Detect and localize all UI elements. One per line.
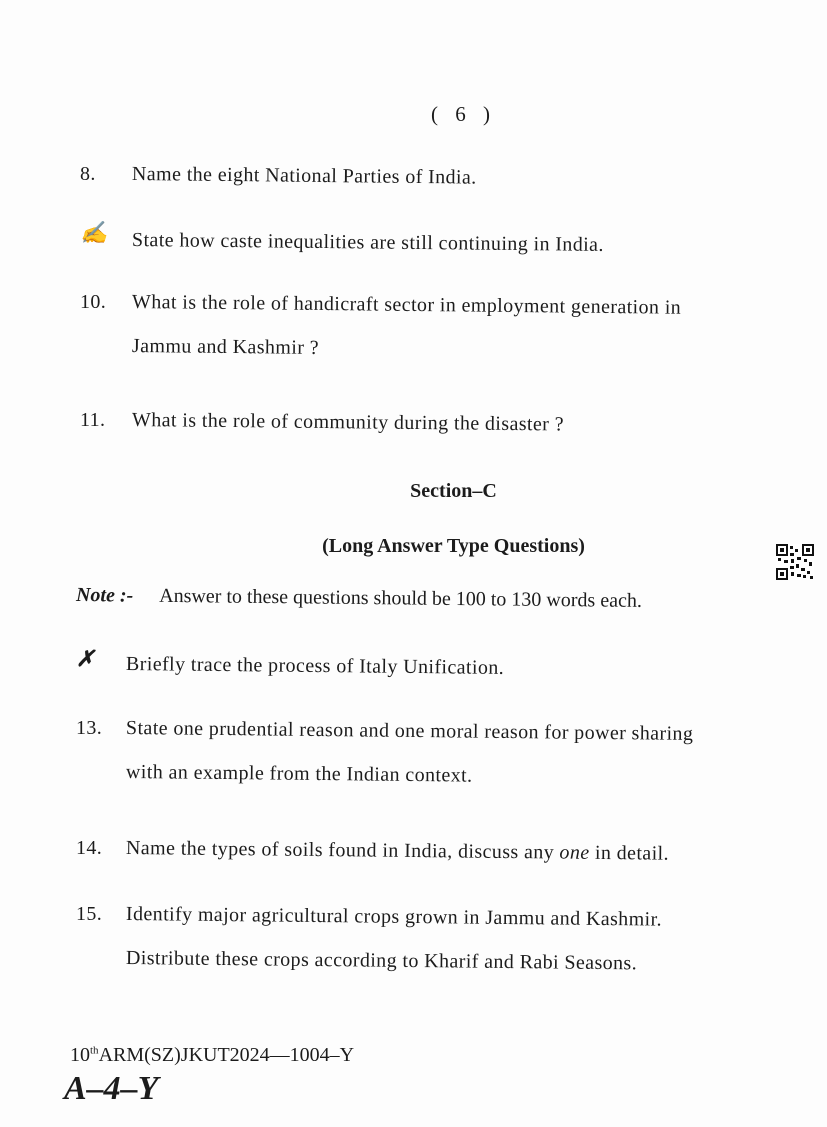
question-number: 10. (80, 291, 107, 313)
question-text-emphasis: one (559, 841, 590, 864)
question-number: 14. (76, 837, 103, 859)
question-10 (80, 290, 810, 358)
question-text-continued: Distribute these crops according to Kharif and Rabi Seasons. (125, 947, 638, 975)
paper-code-superscript: th (90, 1044, 99, 1057)
paper-code (70, 1044, 354, 1067)
question-8 (80, 162, 800, 189)
question-text-continued: with an example from the Indian context. (125, 761, 473, 787)
question-12 (76, 652, 796, 679)
question-11 (80, 408, 800, 436)
note-text: Answer to these questions should be 100 to 130 words each. (159, 584, 643, 612)
question-text: State how caste inequalities are still continuing in India. (131, 229, 604, 256)
question-number: 13. (76, 717, 103, 739)
qr-code-icon (776, 544, 814, 580)
question-text: Name the eight National Parties of India. (131, 163, 477, 189)
page-number: ( 6 ) (431, 102, 496, 126)
question-text-part: Name the types of soils found in India, discuss any (125, 837, 560, 864)
question-text: State one prudential reason and one moral reason for power sharing (125, 717, 694, 745)
question-9 (80, 228, 800, 256)
question-text-continued: Jammu and Kashmir ? (131, 335, 320, 359)
series-code: A–4–Y (64, 1070, 159, 1107)
check-mark-icon: ✍ (80, 220, 108, 245)
note-label: Note :- (75, 584, 134, 607)
question-number: 15. (76, 903, 103, 925)
question-number: 8. (80, 163, 96, 185)
question-text (126, 836, 806, 867)
question-14 (76, 836, 806, 865)
tick-mark-icon: ✗ (76, 646, 95, 671)
question-text: What is the role of community during the disaster ? (131, 409, 565, 436)
question-13 (76, 716, 806, 787)
paper-code-prefix: 10 (70, 1044, 90, 1066)
question-text: Identify major agricultural crops grown in Jammu and Kashmir. (125, 903, 663, 931)
question-text: What is the role of handicraft sector in employment generation in (131, 291, 682, 319)
instructions-note (76, 584, 642, 613)
question-text: Briefly trace the process of Italy Unification. (125, 653, 505, 679)
section-subtitle: (Long Answer Type Questions) (322, 535, 585, 557)
section-title: Section–C (410, 480, 497, 502)
question-15 (76, 902, 806, 975)
question-text-part: in detail. (589, 841, 670, 865)
paper-code-rest: ARM(SZ)JKUT2024—1004–Y (98, 1044, 355, 1066)
question-number: 11. (80, 409, 106, 431)
